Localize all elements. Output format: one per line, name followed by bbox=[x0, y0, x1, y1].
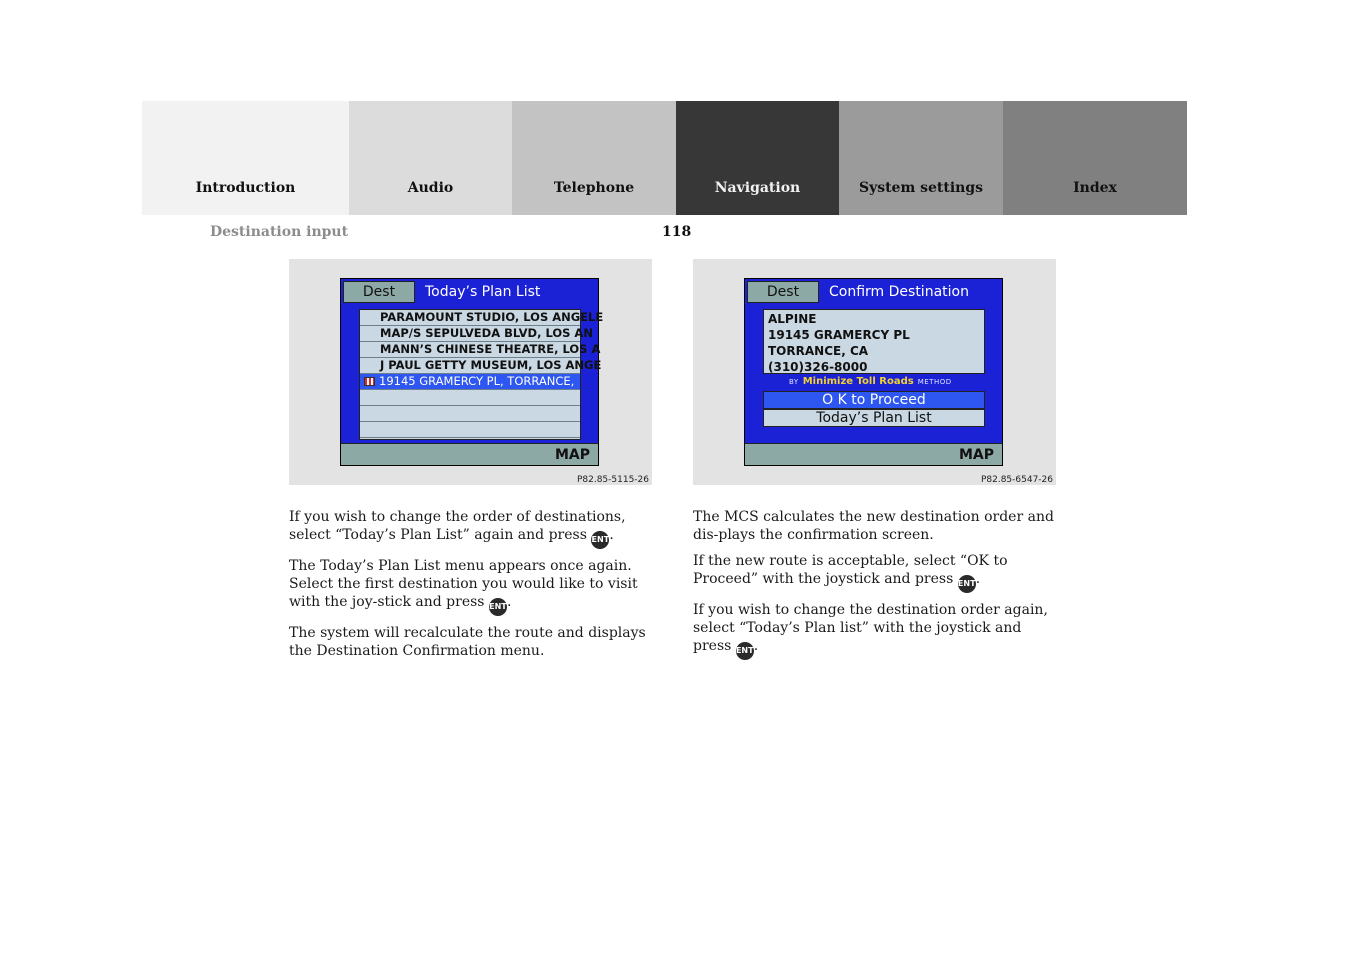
list-item-empty bbox=[360, 406, 580, 422]
tab-audio[interactable] bbox=[349, 101, 512, 215]
tab-label: Audio bbox=[407, 180, 454, 196]
right-column-text bbox=[693, 508, 1061, 668]
tab-introduction[interactable] bbox=[142, 101, 349, 215]
paragraph: If the new route is acceptable, select “OK to Proceed” with the joystick and press ENT. bbox=[693, 552, 1061, 593]
paragraph: The MCS calculates the new destination order and dis-plays the confirmation screen. bbox=[693, 509, 1054, 543]
ent-button-icon: ENT bbox=[489, 598, 507, 616]
screen-title: Confirm Destination bbox=[829, 284, 969, 300]
tab-label: Introduction bbox=[195, 180, 296, 196]
tab-telephone[interactable] bbox=[512, 101, 676, 215]
checkered-flag-icon bbox=[364, 377, 375, 386]
method-prefix: BY bbox=[789, 378, 799, 386]
route-method bbox=[789, 376, 952, 387]
chapter-tabs bbox=[142, 101, 1187, 215]
paragraph: The system will recalculate the route and displays the Destination Confirmation menu. bbox=[289, 625, 646, 659]
address-line: (310)326-8000 bbox=[768, 360, 868, 374]
figure-confirm-destination bbox=[693, 259, 1056, 485]
map-bar bbox=[745, 443, 1002, 465]
screen-title: Today’s Plan List bbox=[425, 284, 541, 300]
list-item-empty bbox=[360, 422, 580, 438]
method-option: Minimize Toll Roads bbox=[802, 376, 914, 387]
map-bar bbox=[341, 443, 598, 465]
tab-navigation[interactable] bbox=[676, 101, 839, 215]
left-column-text bbox=[289, 508, 657, 668]
tab-label: Index bbox=[1073, 180, 1117, 196]
paragraph: The Today’s Plan List menu appears once again. Select the first destination you would like to visit with the joy-stick and press ENT. bbox=[289, 557, 657, 616]
address-line: TORRANCE, CA bbox=[768, 344, 869, 358]
tab-label: System settings bbox=[858, 180, 984, 196]
paragraph-text: The Today’s Plan List menu appears once again. Select the first destination you would like to visit with the joy-stick and press bbox=[289, 558, 638, 610]
dest-tab: Dest bbox=[343, 281, 415, 303]
list-item-label: 19145 GRAMERCY PL, TORRANCE, bbox=[379, 374, 575, 388]
dest-tab: Dest bbox=[747, 281, 819, 303]
list-item: J PAUL GETTY MUSEUM, LOS ANGE bbox=[360, 358, 580, 374]
ok-to-proceed-button: O K to Proceed bbox=[763, 391, 985, 409]
paragraph-text: If you wish to change the destination order again, select “Today’s Plan list” with the joystick and press bbox=[693, 602, 1048, 654]
address-line: 19145 GRAMERCY PL bbox=[768, 328, 910, 342]
todays-plan-list-button: Today’s Plan List bbox=[763, 409, 985, 427]
nav-screen bbox=[340, 278, 604, 466]
list-item-empty bbox=[360, 390, 580, 406]
map-label: MAP bbox=[554, 447, 590, 463]
page-number: 118 bbox=[662, 224, 692, 240]
figure-code: P82.85-5115-26 bbox=[576, 475, 649, 485]
ent-button-icon: ENT bbox=[591, 531, 609, 549]
address-line: ALPINE bbox=[768, 312, 817, 326]
tab-label: Navigation bbox=[714, 180, 801, 196]
section-title: Destination input bbox=[210, 224, 349, 240]
list-item: PARAMOUNT STUDIO, LOS ANGELE bbox=[360, 310, 580, 326]
figure-code: P82.85-6547-26 bbox=[980, 475, 1053, 485]
plan-list bbox=[359, 309, 604, 440]
method-suffix: METHOD bbox=[917, 378, 952, 386]
figure-todays-plan-list bbox=[289, 259, 652, 485]
nav-screen bbox=[744, 278, 1003, 466]
paragraph: If you wish to change the order of destinations, select “Today’s Plan List” again and press ENT. bbox=[289, 508, 657, 549]
list-item-selected bbox=[360, 374, 580, 390]
paragraph: If you wish to change the destination order again, select “Today’s Plan list” with the joystick and press ENT. bbox=[693, 601, 1061, 660]
address-box bbox=[763, 309, 985, 374]
ent-button-icon: ENT bbox=[958, 575, 976, 593]
list-item: MAP/S SEPULVEDA BLVD, LOS AN bbox=[360, 326, 580, 342]
tab-system-settings[interactable] bbox=[839, 101, 1003, 215]
ent-button-icon: ENT bbox=[736, 642, 754, 660]
tab-label: Telephone bbox=[553, 180, 635, 196]
list-item: MANN’S CHINESE THEATRE, LOS A bbox=[360, 342, 580, 358]
paragraph-text: If the new route is acceptable, select “OK to Proceed” with the joystick and press bbox=[693, 553, 1008, 587]
paragraph-text: If you wish to change the order of destinations, select “Today’s Plan List” again and press bbox=[289, 509, 626, 543]
tab-index[interactable] bbox=[1003, 101, 1187, 215]
map-label: MAP bbox=[958, 447, 994, 463]
